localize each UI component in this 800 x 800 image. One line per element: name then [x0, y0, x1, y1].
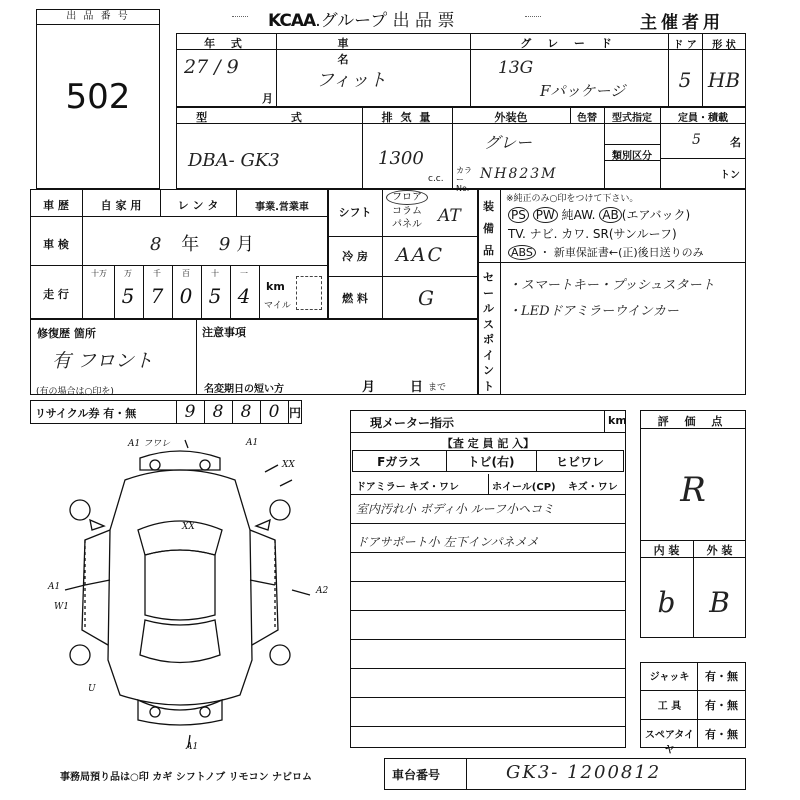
- damage-mark: A2: [316, 586, 329, 596]
- equip-line1: PS PW 純AW. AB (エアバック): [508, 206, 690, 223]
- mileage-digit: 5: [121, 284, 135, 308]
- recycle-digit: 0: [268, 402, 280, 422]
- mileage-place-label: 万: [124, 269, 132, 278]
- selling-point-2: ・LEDドアミラーウインカー: [508, 304, 679, 319]
- inspector-note-2: ドアサポート小 左下インパネメメ: [356, 535, 539, 549]
- header-mileage: 走 行: [43, 288, 69, 301]
- equip-aw: 純AW.: [561, 208, 596, 222]
- recycle-digit: 8: [240, 402, 252, 422]
- lot-number-box: [36, 9, 160, 189]
- header-cc: 排 気 量: [381, 111, 433, 124]
- equip-line2: TV. ナビ. カワ. SR(サンルーフ): [508, 227, 677, 241]
- damage-mark: A1: [246, 438, 259, 448]
- header-repair: 修復歴 箇所: [37, 327, 96, 340]
- damage-mark: W1: [54, 602, 69, 612]
- damage-mark: A1: [48, 582, 61, 592]
- equip-ab: AB: [599, 207, 621, 223]
- header-grade: グ レ ー ド: [520, 37, 618, 50]
- until-label: まで: [428, 383, 447, 393]
- glass-chip: トビ(右): [467, 455, 515, 469]
- capacity-unit: 名: [730, 136, 741, 149]
- repair-value: 有 フロント: [52, 350, 154, 372]
- fuel-value: G: [418, 286, 434, 310]
- car-damage-diagram: [30, 430, 350, 765]
- recycle-digit: 9: [184, 402, 196, 422]
- ruled-line: [350, 523, 626, 524]
- header-color: 外装色: [494, 111, 528, 124]
- ruled-line: [350, 610, 626, 611]
- day-unit: 日: [410, 380, 424, 395]
- color-code-value: NH823M: [480, 166, 558, 182]
- month-unit: 月: [362, 380, 376, 395]
- header-notes: 注意事項: [202, 326, 246, 339]
- glass-crack: ヒビワレ: [555, 455, 604, 469]
- header-door: ド ア: [673, 40, 697, 51]
- header-model: 型 式: [196, 111, 342, 124]
- header-selling: セールスポイント: [483, 271, 494, 393]
- shape-value: HB: [707, 68, 741, 92]
- wheel-status: キズ・ワレ: [568, 482, 618, 493]
- repair-note: (有の場合は○印を): [36, 387, 114, 397]
- brand-logo: KCAA: [268, 11, 316, 31]
- use-private: 自 家 用: [100, 199, 142, 212]
- color-name-value: グレー: [484, 133, 533, 152]
- use-business: 事業.営業車: [255, 202, 309, 213]
- title-text: .グループ 出 品 票: [315, 11, 455, 31]
- header-equipment: 装備品: [483, 200, 494, 257]
- damage-mark: A1 フワレ: [128, 439, 171, 449]
- header-name: 車 名: [337, 37, 409, 66]
- recycle-label: リサイクル券 有・無: [35, 407, 137, 420]
- mileage-unit-km: km: [266, 280, 285, 293]
- tool-label: ジャッキ: [649, 672, 690, 683]
- grade-line2: Fパッケージ: [540, 82, 626, 100]
- recycle-yen: 円: [289, 406, 302, 420]
- damage-mark: XX: [282, 460, 295, 470]
- meter-km: km: [608, 414, 627, 427]
- header-cooling: 冷 房: [342, 250, 368, 263]
- equip-ps: PS: [508, 207, 529, 223]
- mirror-label: ドアミラー キズ・ワレ: [356, 482, 459, 493]
- ruled-line: [350, 668, 626, 669]
- damage-mark: XX: [182, 522, 195, 532]
- damage-mark: A1: [186, 742, 199, 752]
- header-capacity: 定員・積載: [678, 113, 728, 124]
- header-type-spec: 型式指定: [612, 113, 652, 124]
- ruled-line: [350, 726, 626, 727]
- mileage-digit: 4: [237, 284, 251, 308]
- mileage-place-label: 百: [182, 269, 190, 278]
- cc-value: 1300: [378, 148, 424, 169]
- chassis-label: 車台番号: [392, 768, 441, 782]
- lot-label: 出 品 番 号: [37, 10, 159, 25]
- shift-option-column: コラム: [392, 206, 422, 217]
- header-shift: シフト: [338, 206, 372, 219]
- short-label: 名変期日の短い方: [204, 384, 284, 395]
- mileage-digit: 0: [179, 284, 193, 308]
- mileage-place-label: 十万: [91, 269, 107, 278]
- shift-option-floor: フロア: [386, 190, 428, 205]
- shift-value: AT: [438, 206, 461, 226]
- form-title: [268, 6, 454, 31]
- footer-keys: 事務局預り品は○印 カギ シフトノブ リモコン ナビロム: [60, 772, 313, 783]
- ruled-line: [350, 697, 626, 698]
- header-history: 車 歴: [43, 199, 69, 212]
- recycle-digit: 8: [212, 402, 224, 422]
- meter-label: 現メーター指示: [370, 416, 455, 430]
- mile-checkbox[interactable]: [296, 276, 322, 310]
- score-value: R: [680, 470, 706, 510]
- mileage-digit: 7: [150, 284, 164, 308]
- equip-note: ※純正のみ○印をつけて下さい。: [506, 194, 639, 204]
- shift-options: [386, 190, 428, 231]
- ruled-line: [350, 552, 626, 553]
- tool-value: 有・無: [705, 699, 738, 712]
- load-unit: トン: [720, 170, 740, 181]
- glass-label: Fガラス: [377, 455, 421, 469]
- header-color-change: 色替: [577, 113, 597, 124]
- header-year: 年 式: [204, 37, 248, 50]
- selling-point-1: ・スマートキー・プッシュスタート: [508, 278, 715, 293]
- mileage-digit: 5: [208, 284, 222, 308]
- month-suffix: 月: [262, 92, 273, 105]
- header-fuel: 燃 料: [342, 292, 368, 305]
- color-code-label: カラーNo.: [456, 166, 472, 193]
- ruled-line: [350, 639, 626, 640]
- year-value: 27 / 9: [184, 56, 239, 78]
- tool-label: スペアタイヤ: [644, 730, 695, 756]
- use-rental: レ ン タ: [177, 199, 219, 212]
- door-value: 5: [678, 68, 692, 92]
- lot-number: 502: [65, 77, 131, 117]
- ruled-line: [350, 581, 626, 582]
- wheel-label: ホイール(CP): [492, 482, 556, 493]
- cc-unit: c.c.: [428, 174, 444, 184]
- inspector-header: 【査 定 員 記 入】: [441, 437, 535, 450]
- header-inspection: 車 検: [43, 238, 69, 251]
- header-interior: 内 装: [653, 544, 680, 557]
- grade-line1: 13G: [498, 58, 534, 78]
- mileage-unit-mile: マイル: [264, 301, 291, 311]
- mileage-place-label: 千: [153, 269, 161, 278]
- inspection-value: 8 年 9 月: [150, 234, 255, 255]
- header-exterior: 外 装: [706, 544, 733, 557]
- tool-label: 工 具: [657, 701, 682, 712]
- cooling-value: AAC: [396, 244, 444, 266]
- model-value: DBA- GK3: [188, 150, 280, 171]
- header-shape: 形 状: [712, 40, 736, 51]
- mileage-place-label: 一: [240, 269, 248, 278]
- tool-value: 有・無: [705, 728, 738, 741]
- capacity-value: 5: [692, 132, 701, 148]
- chassis-value: GK3- 1200812: [506, 762, 662, 783]
- equip-line3: ABS ・ 新車保証書←(正)後日送りのみ: [508, 244, 704, 260]
- sponsor-label: 主催者用: [640, 13, 724, 33]
- damage-mark: U: [88, 684, 96, 694]
- shift-option-panel: パネル: [392, 219, 422, 230]
- exterior-value: B: [709, 586, 730, 619]
- inspector-note-1: 室内汚れ小 ボディ小 ルーフ小ヘコミ: [356, 502, 555, 516]
- interior-value: b: [657, 586, 676, 619]
- car-name-value: フィット: [316, 70, 387, 91]
- equip-abs: ABS: [508, 245, 536, 260]
- tool-value: 有・無: [705, 670, 738, 683]
- mileage-place-label: 十: [211, 269, 219, 278]
- header-score: 評 価 点: [657, 415, 729, 428]
- equip-pw: PW: [533, 207, 558, 223]
- header-class: 類別区分: [612, 151, 652, 162]
